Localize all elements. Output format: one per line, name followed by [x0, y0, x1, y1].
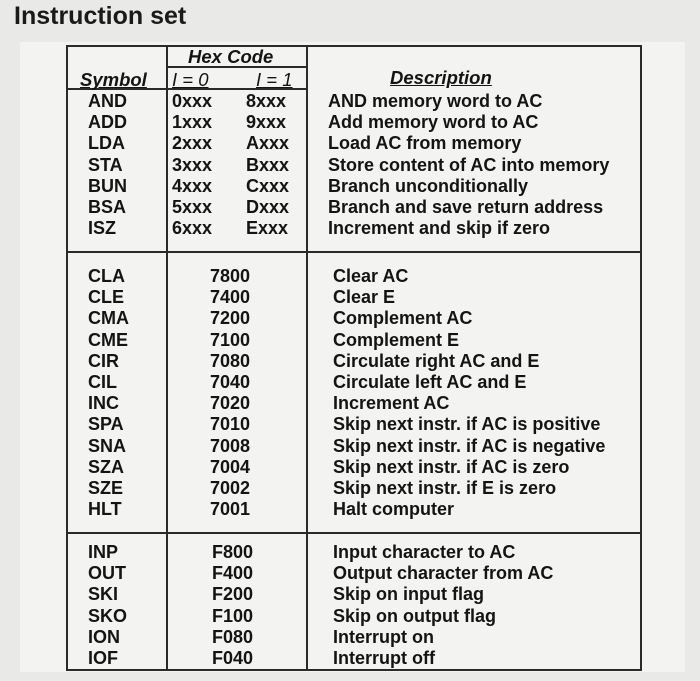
register-ref-hex-codes [210, 266, 250, 520]
table-cell: Interrupt on [333, 626, 434, 647]
table-cell: F080 [212, 626, 254, 647]
table-cell: F200 [212, 584, 254, 605]
table-row: CLE [88, 287, 124, 308]
table-cell: 2xxx [172, 133, 213, 154]
table-cell: 9xxx [246, 112, 287, 133]
table-cell: Complement E [333, 329, 460, 350]
table-row: SNA [88, 435, 127, 456]
table-row: SKO [88, 605, 128, 626]
table-cell: 7080 [210, 350, 251, 371]
table-cell: Circulate right AC and E [333, 350, 540, 371]
table-cell: Branch and save return address [328, 196, 604, 217]
table-row: LDA [88, 133, 125, 154]
table-cell: F040 [212, 647, 254, 668]
hex-code-header: Hex Code [188, 46, 274, 67]
table-row: OUT [88, 563, 126, 584]
table-cell: AND memory word to AC [328, 91, 543, 111]
table-cell: Skip on output flag [333, 605, 496, 626]
table-row: CLA [88, 266, 125, 286]
table-cell: 7040 [210, 371, 251, 392]
table-cell: Circulate left AC and E [333, 371, 527, 392]
page-title: Instruction set [14, 2, 187, 30]
table-cell: Bxxx [246, 154, 290, 175]
table-cell: 7002 [210, 477, 251, 498]
table-cell: 3xxx [172, 154, 213, 175]
table-row: ISZ [88, 218, 117, 239]
table-row: INP [88, 542, 119, 562]
table-cell: Store content of AC into memory [328, 154, 610, 175]
table-right-border [640, 45, 642, 671]
table-cell: Cxxx [246, 175, 290, 196]
table-cell: 1xxx [172, 112, 213, 133]
table-cell: Load AC from memory [328, 133, 522, 154]
register-ref-symbols [88, 266, 129, 520]
table-row: SPA [88, 414, 124, 435]
table-row: CIR [88, 350, 119, 371]
table-row: BUN [88, 175, 127, 196]
table-cell: Dxxx [246, 196, 290, 217]
table-cell: 7200 [210, 308, 251, 329]
table-cell: Branch unconditionally [328, 175, 529, 196]
table-row: IOF [88, 647, 118, 668]
table-cell: 7800 [210, 266, 251, 286]
table-cell: 6xxx [172, 218, 213, 239]
table-row: CME [88, 329, 128, 350]
i0-header: I = 0 [172, 69, 209, 90]
symbol-header: Symbol [80, 69, 147, 90]
io-ref-descriptions [333, 542, 553, 669]
table-cell: 7010 [210, 414, 251, 435]
table-cell: 7008 [210, 435, 251, 456]
table-row: BSA [88, 196, 127, 217]
table-row: SZA [88, 456, 124, 477]
table-cell: F800 [212, 542, 254, 562]
table-row: STA [88, 154, 123, 175]
table-row: AND [88, 91, 127, 111]
table-cell: 7001 [210, 499, 251, 520]
table-cell: 4xxx [172, 175, 213, 196]
table-cell: Increment AC [333, 393, 450, 414]
table-row: HLT [88, 499, 122, 520]
hex-column-divider [306, 45, 308, 671]
table-cell: Skip next instr. if AC is positive [333, 414, 601, 435]
table-row: ION [88, 626, 121, 647]
io-ref-hex-codes [212, 542, 253, 669]
table-cell: Output character from AC [333, 563, 554, 584]
memory-ref-descriptions [328, 91, 609, 239]
symbol-column-divider [166, 45, 168, 671]
memory-ref-i1-codes [246, 91, 289, 239]
table-cell: 8xxx [246, 91, 287, 111]
table-row: CIL [88, 371, 117, 392]
table-left-border [66, 45, 68, 671]
table-bottom-border [66, 669, 642, 671]
table-cell: Halt computer [333, 499, 455, 520]
table-top-border [66, 45, 642, 47]
io-ref-symbols [88, 542, 127, 669]
table-cell: Skip next instr. if E is zero [333, 477, 557, 498]
table-cell: Clear E [333, 287, 396, 308]
section-divider-2 [66, 532, 642, 534]
table-cell: 7100 [210, 329, 251, 350]
table-cell: Skip on input flag [333, 584, 484, 605]
table-cell: Input character to AC [333, 542, 516, 562]
i1-header: I = 1 [256, 69, 293, 90]
table-cell: 7004 [210, 456, 251, 477]
table-cell: Complement AC [333, 308, 473, 329]
table-row: INC [88, 393, 119, 414]
table-cell: 0xxx [172, 91, 213, 111]
table-row: SKI [88, 584, 119, 605]
table-cell: F100 [212, 605, 254, 626]
section-divider-1 [66, 251, 642, 253]
table-cell: 5xxx [172, 196, 213, 217]
table-cell: F400 [212, 563, 254, 584]
table-cell: Skip next instr. if AC is negative [333, 435, 606, 456]
table-cell: 7400 [210, 287, 251, 308]
table-cell: Interrupt off [333, 647, 435, 668]
table-cell: Increment and skip if zero [328, 218, 551, 239]
table-cell: Add memory word to AC [328, 112, 539, 133]
table-cell: Axxx [246, 133, 290, 154]
table-row: SZE [88, 477, 124, 498]
memory-ref-i0-codes [172, 91, 212, 239]
table-cell: Skip next instr. if AC is zero [333, 456, 570, 477]
table-cell: 7020 [210, 393, 251, 414]
table-cell: Clear AC [333, 266, 409, 286]
register-ref-descriptions [333, 266, 605, 520]
memory-ref-symbols [88, 91, 127, 239]
table-row: CMA [88, 308, 129, 329]
table-cell: Exxx [246, 218, 289, 239]
description-header: Description [390, 67, 492, 88]
table-row: ADD [88, 112, 127, 133]
